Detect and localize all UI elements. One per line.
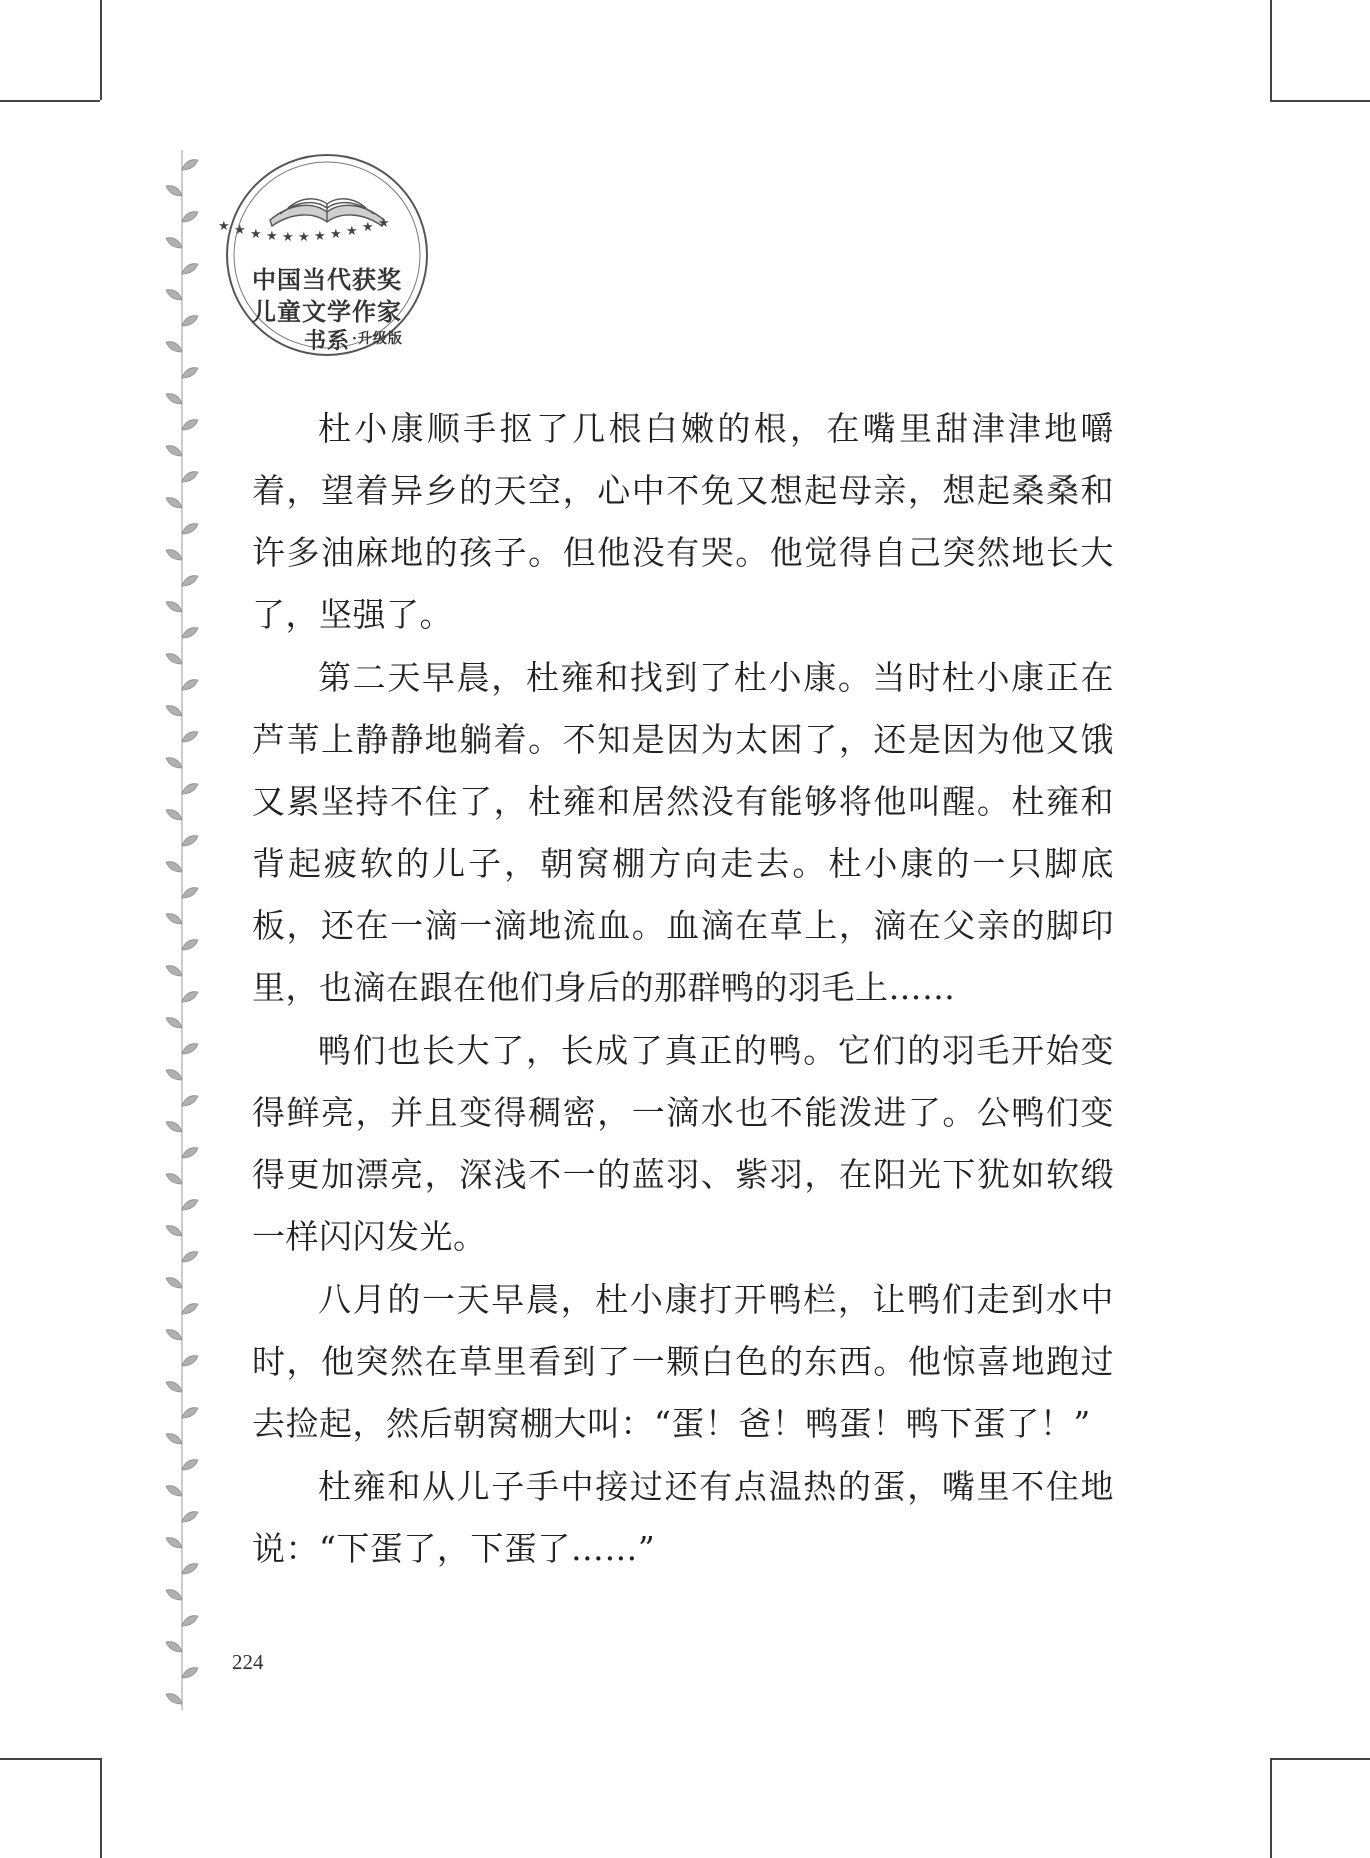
leaf-icon bbox=[166, 1330, 182, 1340]
leaf-icon bbox=[182, 212, 198, 222]
leaf-vine-decoration bbox=[160, 150, 204, 1710]
leaf-icon bbox=[166, 290, 182, 300]
page-number: 224 bbox=[232, 1650, 264, 1674]
leaf-icon bbox=[182, 1564, 198, 1574]
star-icon: ★ bbox=[218, 219, 230, 234]
leaf-icon bbox=[166, 862, 182, 872]
leaf-icon bbox=[182, 264, 198, 274]
crop-mark-top-left-h bbox=[0, 100, 100, 102]
paragraph: 杜小康顺手抠了几根白嫩的根，在嘴里甜津津地嚼着，望着异乡的天空，心中不免又想起母亲，想起桑桑和许多油麻地的孩子。但他没有哭。他觉得自己突然地长大了，坚强了。 bbox=[252, 409, 1114, 634]
leaf-icon bbox=[166, 1174, 182, 1184]
paragraph: 鸭们也长大了，长成了真正的鸭。它们的羽毛开始变得鲜亮，并且变得稠密，一滴水也不能泼进了。公鸭们变得更加漂亮，深浅不一的蓝羽、紫羽，在阳光下犹如软缎一样闪闪发光。 bbox=[252, 1031, 1114, 1256]
leaf-icon bbox=[166, 186, 182, 196]
leaf-icon bbox=[166, 1018, 182, 1028]
star-icon: ★ bbox=[346, 224, 358, 239]
crop-mark-bottom-right-h bbox=[1270, 1758, 1370, 1760]
leaf-icon bbox=[166, 1642, 182, 1652]
star-icon: ★ bbox=[378, 216, 390, 231]
leaf-icon bbox=[166, 1070, 182, 1080]
leaf-icon bbox=[182, 576, 198, 586]
leaf-icon bbox=[182, 316, 198, 326]
leaf-icon bbox=[182, 1356, 198, 1366]
crop-mark-bottom-left-h bbox=[0, 1758, 100, 1760]
leaf-icon bbox=[182, 992, 198, 1002]
leaf-icon bbox=[166, 1590, 182, 1600]
leaf-icon bbox=[166, 446, 182, 456]
leaf-icon bbox=[182, 1408, 198, 1418]
leaf-icon bbox=[182, 1148, 198, 1158]
star-icon: ★ bbox=[314, 229, 326, 244]
leaf-icon bbox=[166, 394, 182, 404]
crop-mark-bottom-right-v bbox=[1270, 1758, 1272, 1858]
leaf-icon bbox=[182, 680, 198, 690]
star-icon: ★ bbox=[282, 230, 294, 245]
star-icon: ★ bbox=[330, 227, 342, 242]
leaf-icon bbox=[166, 1434, 182, 1444]
badge-edition-label: ·升级版 bbox=[352, 331, 403, 347]
star-icon: ★ bbox=[250, 227, 262, 242]
leaf-icon bbox=[166, 966, 182, 976]
badge-title-line1: 中国当代获奖 bbox=[252, 265, 402, 294]
badge-title-line2: 儿童文学作家 bbox=[252, 297, 402, 326]
leaf-icon bbox=[182, 1252, 198, 1262]
leaf-icon bbox=[166, 1538, 182, 1548]
leaf-icon bbox=[182, 1304, 198, 1314]
leaf-icon bbox=[182, 472, 198, 482]
leaf-icon bbox=[182, 732, 198, 742]
leaf-icon bbox=[166, 498, 182, 508]
leaf-icon bbox=[182, 368, 198, 378]
paragraph: 第二天早晨，杜雍和找到了杜小康。当时杜小康正在芦苇上静静地躺着。不知是因为太困了，还是因为他又饿又累坚持不住了，杜雍和居然没有能够将他叫醒。杜雍和背起疲软的儿子，朝窝棚方向走去。杜小康的一只脚底板，还在一滴一滴地流血。血滴在草上，滴在父亲的脚印里，也滴在跟在他们身后的那群鸭的羽毛上…… bbox=[252, 658, 1114, 1007]
leaf-icon bbox=[182, 1096, 198, 1106]
leaf-icon bbox=[166, 238, 182, 248]
paragraph: 八月的一天早晨，杜小康打开鸭栏，让鸭们走到水中时，他突然在草里看到了一颗白色的东西。他惊喜地跑过去捡起，然后朝窝棚大叫：“蛋！爸！鸭蛋！鸭下蛋了！” bbox=[252, 1280, 1114, 1443]
leaf-icon bbox=[166, 654, 182, 664]
star-icon: ★ bbox=[234, 223, 246, 238]
leaf-icon bbox=[166, 1694, 182, 1704]
leaf-icon bbox=[182, 888, 198, 898]
star-icon: ★ bbox=[266, 229, 278, 244]
leaf-icon bbox=[182, 784, 198, 794]
crop-mark-top-right-v bbox=[1270, 0, 1272, 100]
chapter-body bbox=[252, 398, 1114, 1580]
leaf-icon bbox=[166, 1122, 182, 1132]
leaf-icon bbox=[166, 706, 182, 716]
leaf-icon bbox=[182, 1044, 198, 1054]
leaf-icon bbox=[166, 758, 182, 768]
badge-title-line3: 书系 bbox=[303, 328, 350, 354]
paragraph: 杜雍和从儿子手中接过还有点温热的蛋，嘴里不住地说：“下蛋了，下蛋了……” bbox=[252, 1467, 1114, 1568]
leaf-icon bbox=[166, 550, 182, 560]
leaf-icon bbox=[182, 1616, 198, 1626]
leaf-icon bbox=[182, 1512, 198, 1522]
leaf-icon bbox=[182, 1668, 198, 1678]
leaf-icon bbox=[182, 160, 198, 170]
leaf-icon bbox=[166, 1278, 182, 1288]
leaf-icon bbox=[182, 1460, 198, 1470]
leaf-icon bbox=[182, 1200, 198, 1210]
leaf-icon bbox=[182, 420, 198, 430]
crop-mark-top-left-v bbox=[100, 0, 102, 100]
star-icon: ★ bbox=[362, 220, 374, 235]
leaf-icon bbox=[166, 914, 182, 924]
leaf-icon bbox=[166, 342, 182, 352]
leaf-icon bbox=[182, 940, 198, 950]
leaf-icon bbox=[182, 628, 198, 638]
leaf-icon bbox=[182, 524, 198, 534]
leaf-icon bbox=[182, 836, 198, 846]
leaf-icon bbox=[166, 1382, 182, 1392]
crop-mark-bottom-left-v bbox=[100, 1758, 102, 1858]
crop-mark-top-right-h bbox=[1270, 100, 1370, 102]
leaf-icon bbox=[166, 810, 182, 820]
leaf-icon bbox=[166, 1486, 182, 1496]
leaf-icon bbox=[166, 602, 182, 612]
series-badge bbox=[218, 150, 432, 360]
leaf-icon bbox=[166, 1226, 182, 1236]
star-icon: ★ bbox=[298, 230, 310, 245]
